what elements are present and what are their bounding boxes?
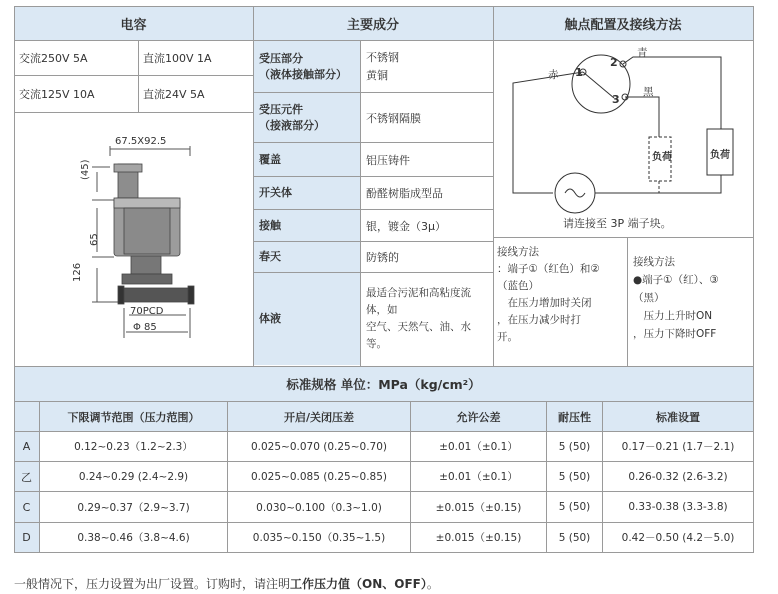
- component-label-5: 春天: [254, 242, 360, 272]
- load-label-2: 负荷: [710, 150, 730, 161]
- wiring-method-right: 接线方法 ●端子①（红）、③ （黑） 压力上升时ON ，压力下降时OFF: [633, 256, 719, 340]
- component-label-0: 受压部分 （液体接触部分）: [254, 41, 360, 92]
- wiring-method-left: 接线方法 ：端子①（红色）和② （蓝色） 在压力增加时关闭 ，在压力减少时打 开。: [497, 246, 600, 343]
- spec-row-c-diff: 0.030~0.100（0.3~1.0): [256, 501, 382, 514]
- dim-pcd: 70PCD: [130, 306, 164, 317]
- spec-row-d-diff: 0.035~0.150（0.35~1.5): [252, 532, 386, 544]
- rating-dc-2: 直流24V 5A: [143, 87, 205, 101]
- section-header-electric: 电容: [14, 7, 253, 40]
- section-header-contact: 触点配置及接线方法: [493, 7, 753, 40]
- spec-row-c-label: C: [14, 492, 39, 522]
- component-label-1: 受压元件 （接液部分）: [254, 93, 360, 142]
- component-value-6: 最适合污泥和高粘度流 体，如 空气、天然气、油、水 等。: [366, 287, 471, 350]
- spec-row-a-label: A: [14, 432, 39, 461]
- spec-header-corner: [14, 402, 39, 431]
- spec-row-b-range: 0.24~0.29 (2.4~2.9): [78, 470, 189, 483]
- wire-blue-label: 青: [637, 47, 648, 59]
- component-value-0: 不锈钢 黄铜: [366, 50, 399, 82]
- component-value-4: 银，镀金（3μ）: [366, 219, 446, 233]
- component-label-4: 接触: [254, 210, 360, 241]
- component-label-6: 体液: [254, 273, 360, 365]
- spec-row-a-set: 0.17－0.21 (1.7－2.1): [621, 441, 735, 453]
- dim-126: 126: [72, 262, 83, 282]
- spec-row-b-pres: 5 (50): [558, 470, 591, 483]
- spec-title: 标准规格 单位：MPa（kg/cm²）: [14, 367, 753, 401]
- spec-row-c-range: 0.29~0.37（2.9~3.7): [77, 501, 190, 514]
- wire-red-label: 赤: [548, 69, 559, 81]
- dim-phi: Φ 85: [133, 322, 157, 333]
- spec-header-range: 下限调节范围（压力范围）: [40, 402, 227, 431]
- component-value-5: 防锈的: [366, 251, 399, 264]
- spec-header-diff: 开启/关闭压差: [228, 402, 410, 431]
- spec-row-a-tol: ±0.01（±0.1）: [439, 441, 518, 453]
- component-label-2: 覆盖: [254, 143, 360, 176]
- spec-row-d-pres: 5 (50): [558, 531, 591, 544]
- wiring-diagram: [493, 41, 753, 237]
- dim-top: 67.5X92.5: [115, 136, 167, 147]
- component-label-3: 开关体: [254, 177, 360, 209]
- component-value-3: 酚醛树脂成型品: [366, 187, 443, 200]
- wire-black-label: 黑: [643, 86, 654, 98]
- spec-row-a-range: 0.12~0.23（1.2~2.3）: [74, 441, 193, 453]
- spec-row-b-tol: ±0.01（±0.1）: [439, 471, 518, 483]
- footer-note-emphasis: 工作压力值（ON、OFF）: [290, 577, 427, 591]
- terminal-2: 2: [610, 56, 618, 69]
- footer-note: 一般情况下，压力设置为出厂设置。订购时，请注明工作压力值（ON、OFF）。: [14, 577, 439, 591]
- spec-row-d-range: 0.38~0.46（3.8~4.6): [77, 532, 190, 544]
- terminal-1: 1: [575, 66, 583, 79]
- spec-header-pressure: 耐压性: [547, 402, 602, 431]
- spec-row-c-pres: 5 (50): [558, 501, 591, 513]
- spec-row-d-label: D: [14, 523, 39, 552]
- spec-row-b-set: 0.26-0.32 (2.6-3.2): [628, 470, 728, 483]
- spec-row-b-label: 乙: [14, 462, 39, 491]
- component-value-2: 铝压铸件: [366, 153, 410, 167]
- rating-ac-1: 交流250V 5A: [19, 52, 88, 65]
- spec-row-c-set: 0.33-0.38 (3.3-3.8): [628, 501, 728, 513]
- spec-row-a-pres: 5 (50): [558, 440, 591, 453]
- spec-row-b-diff: 0.025~0.085 (0.25~0.85): [250, 470, 387, 483]
- spec-row-a-diff: 0.025~0.070 (0.25~0.70): [250, 440, 387, 453]
- spec-row-c-tol: ±0.015（±0.15): [435, 501, 522, 514]
- rating-dc-1: 直流100V 1A: [143, 52, 212, 65]
- rating-ac-2: 交流125V 10A: [19, 87, 95, 101]
- terminal-3: 3: [612, 93, 620, 106]
- spec-row-d-set: 0.42－0.50 (4.2－5.0): [621, 532, 735, 544]
- spec-header-setting: 标准设置: [603, 402, 753, 431]
- section-header-components: 主要成分: [253, 7, 493, 40]
- load-label-1: 负荷: [652, 152, 672, 163]
- spec-row-d-tol: ±0.015（±0.15): [435, 532, 522, 544]
- dim-45: (45): [80, 159, 91, 180]
- component-value-1: 不锈钢隔膜: [366, 111, 421, 125]
- dim-65: 65: [89, 233, 100, 246]
- wiring-note: 请连接至 3P 端子块。: [563, 217, 672, 230]
- spec-header-tolerance: 允许公差: [411, 402, 546, 431]
